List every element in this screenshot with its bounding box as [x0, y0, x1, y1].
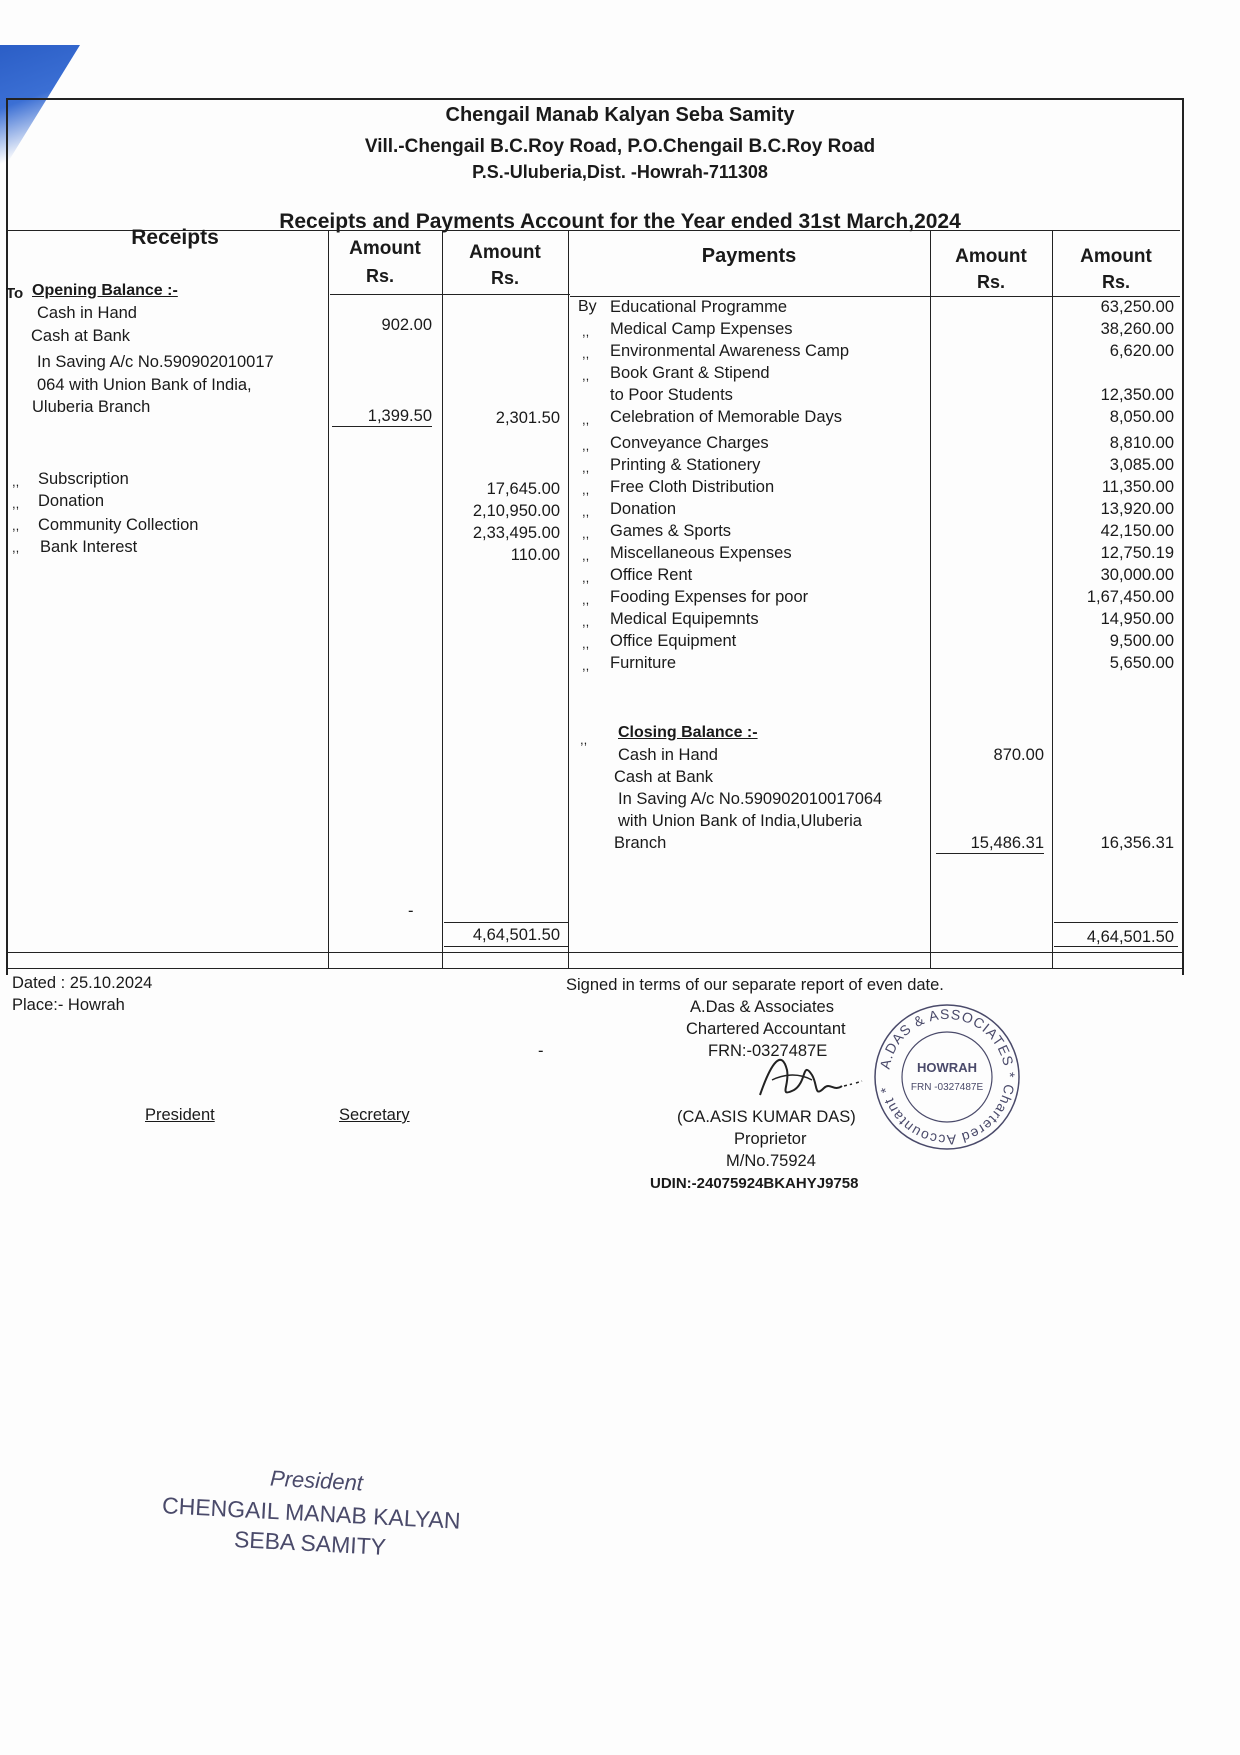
opening-bank-amount: 1,399.50	[332, 407, 432, 427]
payment-item-amount: 38,260.00	[1100, 320, 1174, 338]
svg-text:A.DAS & ASSOCIATES * Chartered	[877, 1006, 1019, 1148]
table-bottom-rule-2	[6, 968, 1182, 969]
payment-item-amount: 9,500.00	[1109, 632, 1174, 650]
closing-cash-at-bank-label: Cash at Bank	[614, 768, 714, 786]
payment-item-amount: 6,620.00	[1109, 342, 1174, 360]
place-text: Place:- Howrah	[12, 996, 125, 1014]
payment-item-label: Donation	[610, 500, 677, 518]
president-signature-label: President	[145, 1106, 215, 1124]
udin-number: UDIN:-24075924BKAHYJ9758	[650, 1175, 859, 1192]
firm-frn: FRN:-0327487E	[708, 1042, 828, 1060]
signed-note: Signed in terms of our separate report of even date.	[566, 976, 944, 994]
col-divider-5	[1052, 230, 1053, 968]
closing-cash-in-hand-label: Cash in Hand	[618, 746, 718, 764]
payment-item-amount: 13,920.00	[1100, 500, 1174, 518]
bottom-stamp-org-line-1: CHENGAIL MANAB KALYAN	[161, 1492, 462, 1534]
ca-membership-no: M/No.75924	[726, 1152, 816, 1170]
payment-item-amount: 12,350.00	[1100, 386, 1174, 404]
payment-item-label: Games & Sports	[610, 522, 732, 540]
col-divider-1	[328, 230, 329, 968]
header-bottom-rule-right	[570, 296, 1180, 297]
table-bottom-rule-1	[6, 952, 1182, 953]
closing-bank-line-2: with Union Bank of India,Uluberia	[618, 812, 862, 830]
receipt-item-mark: ,,	[12, 540, 20, 555]
payment-item-amount: 11,350.00	[1101, 478, 1174, 496]
stamp-frn: FRN -0327487E	[910, 1082, 984, 1093]
payment-item-mark: ,,	[582, 548, 590, 563]
payment-item-label: Miscellaneous Expenses	[610, 544, 792, 562]
payment-item-mark: ,,	[582, 658, 590, 673]
payment-item-mark: ,,	[582, 460, 590, 475]
payment-item-label: Medical Camp Expenses	[610, 320, 793, 338]
payment-item-label: Office Equipment	[610, 632, 737, 650]
receipt-item-mark: ,,	[12, 496, 20, 511]
payment-item-mark: ,,	[582, 570, 590, 585]
payment-item-mark: ,,	[582, 592, 590, 607]
payment-item-label: Educational Programme	[610, 298, 788, 316]
closing-bank-line-1: In Saving A/c No.590902010017064	[618, 790, 883, 808]
payment-item-amount: 5,650.00	[1109, 654, 1174, 672]
payment-item-mark: ,,	[582, 324, 590, 339]
payment-item-label: Printing & Stationery	[610, 456, 761, 474]
payment-item-mark: ,,	[582, 504, 590, 519]
payment-item-amount: 42,150.00	[1100, 522, 1174, 540]
total-top-rule-right	[1054, 922, 1178, 923]
rs-header-1: Rs.	[365, 266, 394, 286]
receipt-item-mark: ,,	[12, 518, 20, 533]
payment-item-mark: By	[578, 298, 597, 315]
ca-name: (CA.ASIS KUMAR DAS)	[677, 1108, 856, 1126]
amount-header-2: Amount	[469, 242, 541, 263]
col-divider-2	[442, 230, 443, 968]
receipts-to-mark: To	[6, 285, 24, 302]
payment-item-mark: ,,	[582, 412, 590, 427]
rs-header-4: Rs.	[1101, 272, 1130, 292]
closing-bank-line-3: Branch	[614, 834, 667, 852]
opening-bank-line-1: In Saving A/c No.590902010017	[37, 353, 274, 371]
rs-header-2: Rs.	[490, 268, 519, 288]
payment-item-mark: ,,	[582, 636, 590, 651]
payment-item-label: Office Rent	[610, 566, 693, 584]
col-divider-3	[568, 230, 569, 968]
payment-item-mark: ,,	[582, 614, 590, 629]
payment-item-label: Celebration of Memorable Days	[610, 408, 843, 426]
bottom-stamp-org-line-2: SEBA SAMITY	[233, 1526, 387, 1560]
opening-bank-line-3: Uluberia Branch	[32, 398, 151, 416]
ca-round-stamp	[872, 1002, 1022, 1152]
org-name: Chengail Manab Kalyan Seba Samity	[445, 104, 795, 126]
payments-header: Payments	[701, 245, 797, 267]
closing-bank-amount: 15,486.31	[936, 834, 1044, 854]
receipt-item-label: Community Collection	[38, 516, 199, 534]
payment-item-amount: 14,950.00	[1100, 610, 1174, 628]
payment-item-amount: 63,250.00	[1100, 298, 1174, 316]
receipt-item-label: Donation	[38, 492, 105, 510]
closing-mark: ,,	[580, 732, 588, 747]
receipts-header: Receipts	[131, 226, 219, 249]
stamp-ring-text: A.DAS & ASSOCIATES * Chartered Accountant *	[876, 1005, 1019, 1149]
footer-dash: -	[538, 1042, 544, 1060]
org-address-2: P.S.-Uluberia,Dist. -Howrah-711308	[472, 162, 768, 182]
receipt-item-amount: 17,645.00	[486, 480, 560, 498]
payment-item-label: Furniture	[610, 654, 677, 672]
ca-signature	[752, 1040, 872, 1110]
payment-item-amount: 3,085.00	[1109, 456, 1174, 474]
statement-title: Receipts and Payments Account for the Year ended 31st March,2024	[279, 210, 961, 233]
payment-item-amount: 30,000.00	[1100, 566, 1174, 584]
payment-item-label: Fooding Expenses for poor	[610, 588, 809, 606]
payment-item-label: Conveyance Charges	[610, 434, 769, 452]
payment-item-mark: ,,	[582, 368, 590, 383]
payment-item-label: Book Grant & Stipend	[610, 364, 770, 382]
payments-grand-total: 4,64,501.50	[1086, 928, 1174, 946]
closing-balance-label: Closing Balance :-	[618, 724, 758, 741]
receipt-item-mark: ,,	[12, 474, 20, 489]
payment-item-label: Free Cloth Distribution	[610, 478, 775, 496]
closing-balance-total: 16,356.31	[1100, 834, 1174, 852]
opening-cash-in-hand-amount: 902.00	[381, 316, 432, 334]
opening-cash-in-hand-label: Cash in Hand	[37, 304, 137, 322]
payment-item-amount: 8,810.00	[1109, 434, 1174, 452]
amount-header-3: Amount	[955, 246, 1027, 267]
payment-item-mark: ,,	[582, 346, 590, 361]
ca-proprietor: Proprietor	[734, 1130, 807, 1148]
payment-item-mark: ,,	[582, 438, 590, 453]
payment-item-label: Medical Equipemnts	[610, 610, 759, 628]
receipt-item-amount: 2,10,950.00	[472, 502, 560, 520]
rs-header-3: Rs.	[976, 272, 1005, 292]
receipt-item-amount: 110.00	[510, 546, 560, 564]
opening-cash-at-bank-label: Cash at Bank	[31, 327, 131, 345]
col-divider-4	[930, 230, 931, 968]
receipt-item-amount: 2,33,495.00	[472, 524, 560, 542]
opening-balance-total: 2,301.50	[495, 409, 560, 427]
bottom-stamp-president: President	[269, 1465, 364, 1496]
receipts-dash: -	[408, 902, 414, 920]
dated-text: Dated : 25.10.2024	[12, 974, 153, 992]
receipt-item-label: Bank Interest	[40, 538, 138, 556]
payment-item-mark: ,,	[582, 482, 590, 497]
opening-balance-label: Opening Balance :-	[32, 282, 178, 299]
payment-item-mark: ,,	[582, 526, 590, 541]
header-bottom-rule-left	[330, 294, 570, 295]
opening-bank-line-2: 064 with Union Bank of India,	[37, 376, 252, 394]
firm-name: A.Das & Associates	[690, 998, 834, 1016]
firm-designation: Chartered Accountant	[686, 1020, 846, 1038]
receipts-grand-total: 4,64,501.50	[472, 926, 560, 944]
payment-item-amount: 12,750.19	[1100, 544, 1174, 562]
total-top-rule-left	[444, 922, 568, 923]
payment-item-label: Environmental Awareness Camp	[610, 342, 850, 360]
org-address-1: Vill.-Chengail B.C.Roy Road, P.O.Chengail B.C.Roy Road	[364, 136, 876, 157]
secretary-signature-label: Secretary	[339, 1106, 410, 1124]
amount-header-4: Amount	[1080, 246, 1152, 267]
payment-item-amount: 1,67,450.00	[1086, 588, 1174, 606]
receipt-item-label: Subscription	[38, 470, 129, 488]
closing-cash-in-hand-amount: 870.00	[993, 746, 1044, 764]
payment-item-amount: 8,050.00	[1109, 408, 1174, 426]
stamp-city: HOWRAH	[917, 1060, 977, 1075]
payment-item-label: to Poor Students	[610, 386, 733, 404]
amount-header-1: Amount	[349, 238, 421, 259]
total-bottom-rule-left	[444, 946, 568, 947]
